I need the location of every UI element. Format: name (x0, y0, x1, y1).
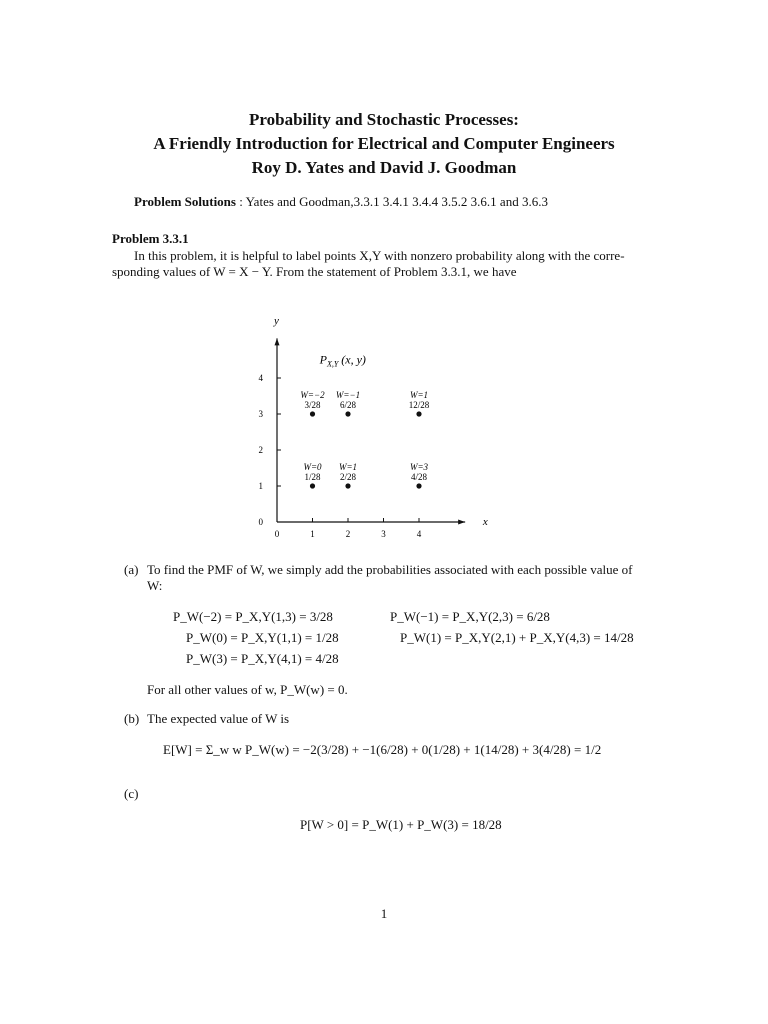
part-b-label: (b) (124, 711, 140, 726)
y-tick-label: 1 (258, 481, 263, 491)
point-probability-label: 2/28 (339, 472, 357, 482)
intro-label: Problem Solutions (134, 194, 236, 209)
pmf-figure (230, 310, 500, 545)
intro-text: : Yates and Goodman,3.3.1 3.4.1 3.4.4 3.5.2 3.6.1 and 3.6.3 (235, 194, 548, 209)
page-number: 1 (380, 906, 388, 921)
problem-para-line-1: In this problem, it is helpful to label points X,Y with nonzero probability along with the corre- (134, 248, 625, 263)
point-probability-label: 3/28 (304, 400, 321, 410)
x-tick-label: 2 (345, 529, 351, 539)
point-w-label: W=0 (303, 462, 322, 472)
part-a-line-1: To find the PMF of W, we simply add the probabilities associated with each possible value of (147, 562, 633, 577)
part-a-label: (a) (124, 562, 139, 577)
data-point (345, 411, 350, 416)
point-w-label: W=1 (338, 462, 358, 472)
y-tick-label: 0 (258, 517, 263, 527)
data-point (345, 483, 350, 488)
equation-pw-0: P_W(0) = P_X,Y(1,1) = 1/28 (186, 630, 339, 645)
y-tick-label: 4 (258, 373, 263, 383)
x-tick-label: 3 (381, 529, 386, 539)
equation-pw-3: P_W(3) = P_X,Y(4,1) = 4/28 (186, 651, 339, 666)
equation-pw-neg1: P_W(−1) = P_X,Y(2,3) = 6/28 (390, 609, 550, 624)
expected-value-equation: E[W] = Σ_w w P_W(w) = −2(3/28) + −1(6/28) + 0(1/28) + 1(14/28) + 3(4/28) = 1/2 (163, 742, 602, 757)
point-w-label: W=−1 (335, 390, 361, 400)
title-line-2: A Friendly Introduction for Electrical and Computer Engineers (153, 134, 615, 153)
point-w-label: W=1 (409, 390, 429, 400)
point-probability-label: 1/28 (304, 472, 321, 482)
y-axis-label: y (274, 315, 279, 327)
data-point (416, 483, 421, 488)
title-line-1: Probability and Stochastic Processes: (249, 110, 519, 129)
part-c-label: (c) (124, 786, 139, 801)
part-b-text: The expected value of W is (147, 711, 290, 726)
point-probability-label: 4/28 (410, 472, 428, 482)
point-w-label: W=−2 (300, 390, 325, 400)
part-a-line-2: W: (147, 578, 163, 593)
x-axis-arrow (458, 520, 465, 525)
y-tick-label: 3 (258, 409, 263, 419)
problem-heading: Problem 3.3.1 (112, 231, 189, 246)
x-tick-label: 1 (310, 529, 315, 539)
equation-pw-neg2: P_W(−2) = P_X,Y(1,3) = 3/28 (173, 609, 333, 624)
probability-equation: P[W > 0] = P_W(1) + P_W(3) = 18/28 (300, 817, 502, 832)
x-tick-label: 4 (416, 529, 422, 539)
y-tick-label: 2 (258, 445, 263, 455)
pmf-label: $P_{X,Y}$ (x, y) (319, 352, 366, 369)
data-point (310, 483, 315, 488)
point-probability-label: 12/28 (408, 400, 430, 410)
problem-para-line-2: sponding values of W = X − Y. From the statement of Problem 3.3.1, we have (112, 264, 517, 279)
y-axis-arrow (275, 338, 280, 345)
point-w-label: W=3 (409, 462, 429, 472)
title-line-3: Roy D. Yates and David J. Goodman (251, 158, 517, 177)
intro-line (134, 194, 548, 210)
x-tick-label: 0 (274, 529, 280, 539)
data-point (416, 411, 421, 416)
part-a-other-values: For all other values of w, P_W(w) = 0. (147, 682, 348, 697)
equation-pw-1: P_W(1) = P_X,Y(2,1) + P_X,Y(4,3) = 14/28 (400, 630, 634, 645)
point-probability-label: 6/28 (339, 400, 357, 410)
x-axis-label: x (482, 516, 488, 528)
data-point (310, 411, 315, 416)
